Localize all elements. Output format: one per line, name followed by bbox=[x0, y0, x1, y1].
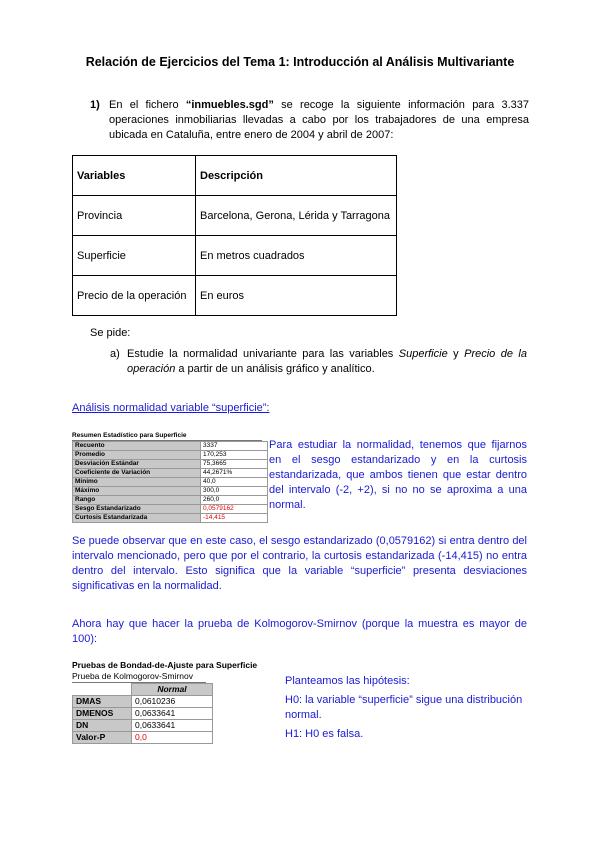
var-desc: En euros bbox=[196, 276, 397, 316]
hypothesis-h0: H0: la variable “superficie” sigue una distribución normal. bbox=[285, 694, 523, 721]
summary-stats-block bbox=[72, 432, 268, 523]
stat-value: 170,253 bbox=[201, 451, 268, 460]
var-desc: Barcelona, Gerona, Lérida y Tarragona bbox=[196, 196, 397, 236]
header-variables: Variables bbox=[73, 156, 196, 196]
stat-key: Máximo bbox=[73, 487, 201, 496]
stat-value: 40,0 bbox=[201, 478, 268, 487]
se-pide: Se pide: bbox=[90, 327, 131, 339]
paragraph-interpretation: Se puede observar que en este caso, el sesgo estandarizado (0,0579162) si entra dentro del intervalo mencionado, pero que por el contrario, la curtosis estandarizada (-14,415) no entra dentro del intervalo. Esto significa que la variable “superficie” presenta desviaciones significativas en la normalidad. bbox=[72, 535, 527, 592]
summary-caption: Resumen Estadístico para Superficie bbox=[72, 432, 262, 441]
paragraph-ks-intro: Ahora hay que hacer la prueba de Kolmogorov-Smirnov (porque la muestra es mayor de 100): bbox=[72, 618, 527, 645]
stat-value: 75,3665 bbox=[201, 460, 268, 469]
stat-key: Curtosis Estandarizada bbox=[73, 514, 201, 523]
var-name: Superficie bbox=[73, 236, 196, 276]
ks-test-block bbox=[72, 660, 257, 744]
stat-key: Sesgo Estandarizado bbox=[73, 505, 201, 514]
stat-value-skew: 0,0579162 bbox=[201, 505, 268, 514]
ks-key: DN bbox=[73, 720, 132, 732]
ks-value: 0,0610236 bbox=[132, 696, 213, 708]
ks-key: Valor-P bbox=[73, 732, 132, 744]
stat-key: Desviación Estándar bbox=[73, 460, 201, 469]
item-a-label: a) bbox=[110, 348, 120, 360]
var-name: Provincia bbox=[73, 196, 196, 236]
ks-value: 0,0633641 bbox=[132, 720, 213, 732]
hypothesis-h1: H1: H0 es falsa. bbox=[285, 728, 364, 740]
stat-key: Recuento bbox=[73, 442, 201, 451]
ks-key: DMENOS bbox=[73, 708, 132, 720]
variables-table bbox=[72, 155, 397, 316]
stat-key: Promedio bbox=[73, 451, 201, 460]
stat-key: Rango bbox=[73, 496, 201, 505]
ks-caption: Pruebas de Bondad-de-Ajuste para Superficie bbox=[72, 660, 258, 670]
var-desc: En metros cuadrados bbox=[196, 236, 397, 276]
ks-table bbox=[72, 683, 213, 744]
summary-table bbox=[72, 441, 268, 523]
section-link-superficie[interactable]: Análisis normalidad variable “superficie”: bbox=[72, 402, 270, 414]
paragraph-normality: Para estudiar la normalidad, tenemos que fijarnos en el sesgo estandarizado y en la curtosis estandarizada, que ambos tienen que estar dentro del intervalo (-2, +2), si no no se aproxima a una normal. bbox=[269, 439, 527, 511]
ks-pvalue: 0,0 bbox=[132, 732, 213, 744]
exercise-number: 1) bbox=[90, 99, 100, 111]
ks-key: DMAS bbox=[73, 696, 132, 708]
item-a-text: Estudie la normalidad univariante para las variables Superficie y Precio de la operación a partir de un análisis gráfico y analítico. bbox=[127, 348, 527, 375]
exercise-text: En el fichero “inmuebles.sgd” se recoge la siguiente información para 3.337 operaciones inmobiliarias llevadas a cabo por los trabajadores de una empresa ubicada en Cataluña, entre enero de 2004 y abril de 2007: bbox=[109, 99, 530, 141]
stat-value: 44,2671% bbox=[201, 469, 268, 478]
stat-key: Coeficiente de Variación bbox=[73, 469, 201, 478]
hypotheses-intro: Planteamos las hipótesis: bbox=[285, 675, 410, 687]
stat-value: 300,0 bbox=[201, 487, 268, 496]
stat-key: Mínimo bbox=[73, 478, 201, 487]
ks-col-header: Normal bbox=[132, 684, 213, 696]
stat-value-kurtosis: -14,415 bbox=[201, 514, 268, 523]
ks-value: 0,0633641 bbox=[132, 708, 213, 720]
page-title: Relación de Ejercicios del Tema 1: Introducción al Análisis Multivariante bbox=[85, 55, 515, 69]
var-name: Precio de la operación bbox=[73, 276, 196, 316]
stat-value: 260,0 bbox=[201, 496, 268, 505]
header-descripcion: Descripción bbox=[196, 156, 397, 196]
stat-value: 3337 bbox=[201, 442, 268, 451]
ks-subcaption: Prueba de Kolmogorov-Smirnov bbox=[72, 671, 206, 683]
